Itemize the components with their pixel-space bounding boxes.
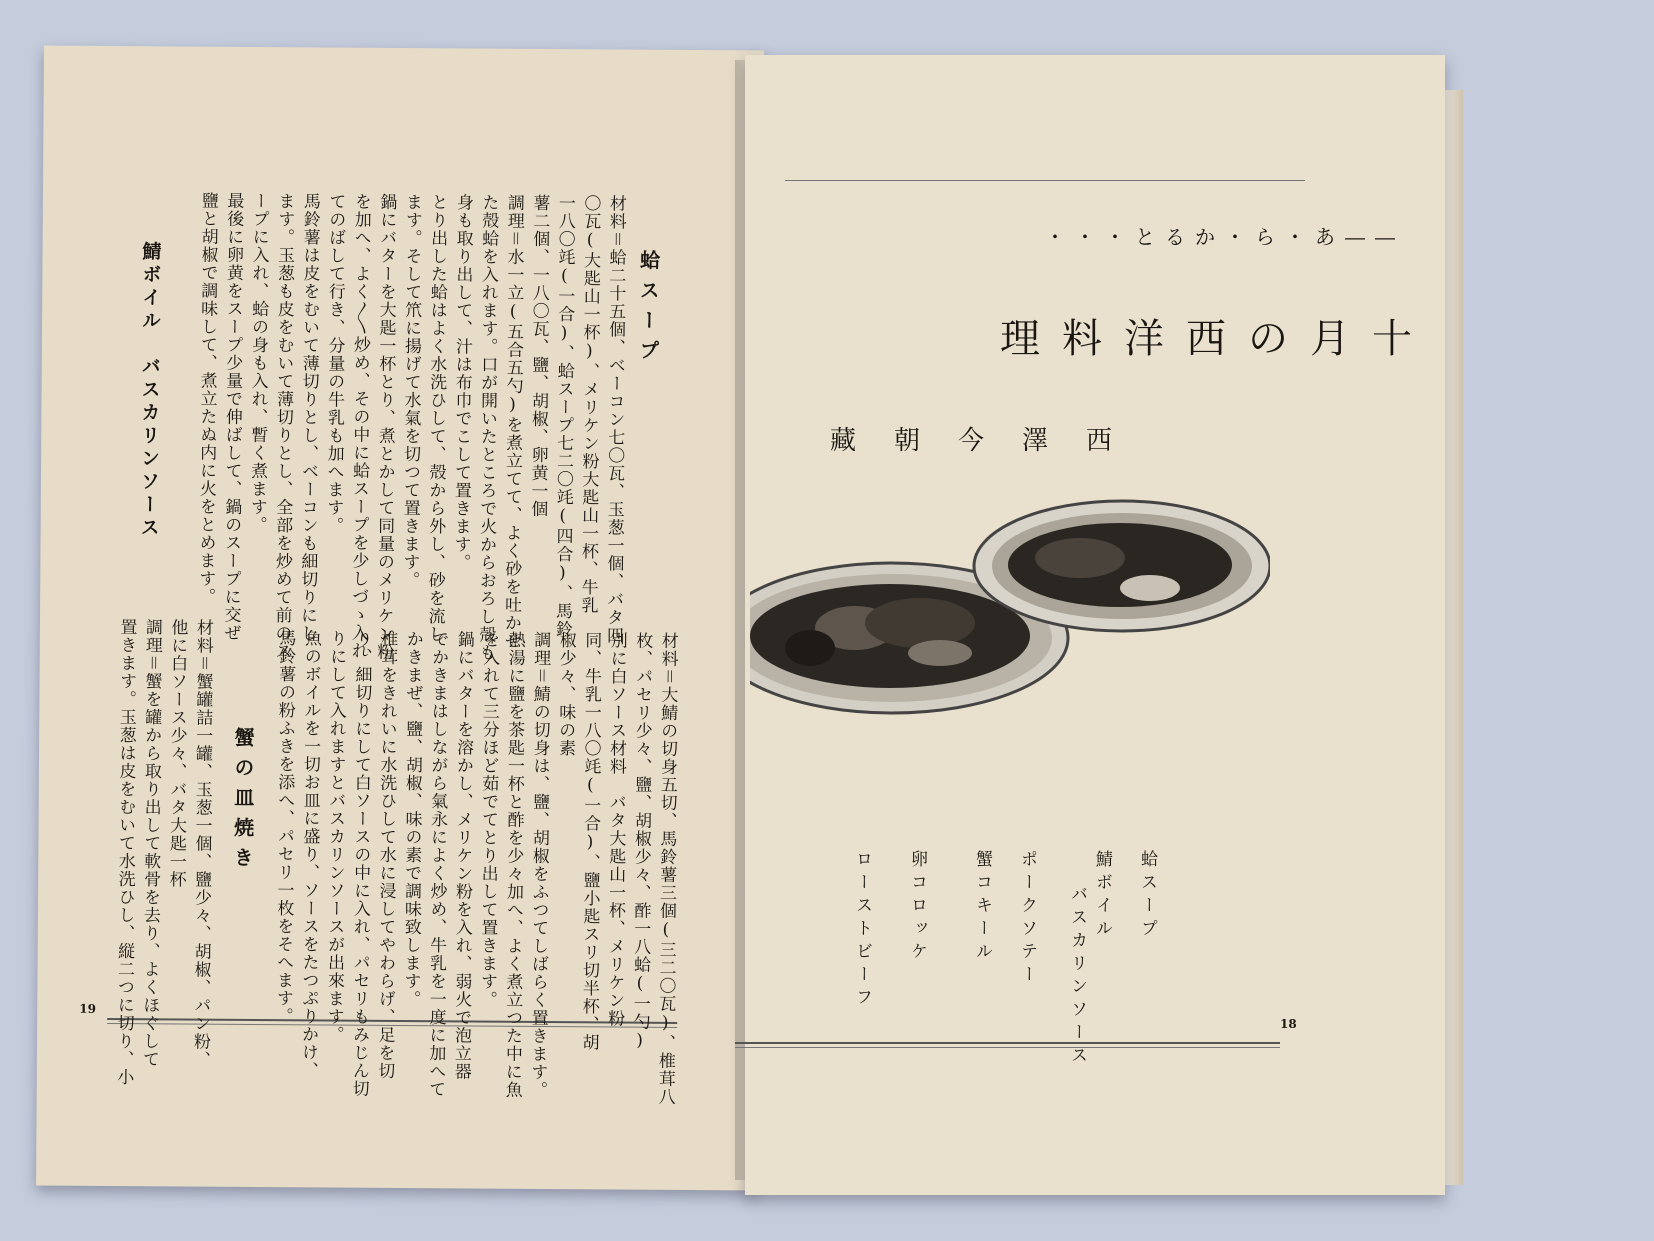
left-page [36, 46, 764, 1191]
recipe-column: 〇瓦(大匙山一杯)、メリケン粉大匙山一杯、牛乳 [577, 194, 601, 615]
recipe-column: 最後に卵黄をスープ少量で伸ばして、鍋のスープに交ぜ [220, 191, 244, 642]
recipe-column: ます。そして笊に揚げて水氣を切つて置きます。 [399, 193, 422, 590]
recipe-column: ープに入れ、蛤の身も入れ、暫く煮ます。 [246, 191, 269, 535]
recipe-column: でかきまはしながら氣永によく炒め、牛乳を一度に加へて [425, 630, 449, 1099]
recipe-column: 同、牛乳一八〇竓(一合)、鹽小匙スリ切半杯、胡 [578, 631, 602, 1052]
mackerel-heading: 鯖ボイル バスカリンソース [137, 241, 162, 541]
crab-recipe [44, 46, 764, 51]
menu-item: 卵コロッケ [907, 850, 927, 965]
recipe-column: とり出した蛤はよく水洗ひして、殻から外し、砂を流し [424, 193, 448, 644]
recipe-column: 身も取り出して、汁は布巾でこして置きます。 [450, 193, 473, 572]
recipe-column: 材料＝蛤二十五個、ベーコン七〇瓦、玉葱一個、バタ四 [602, 194, 626, 645]
recipe-column: 馬鈴薯の粉ふきを添へ、パセリ一枚をそへます。 [272, 629, 296, 1026]
recipe-column: 置きます。玉葱は皮をむいて水洗ひし、縦二つに切り、小 [113, 618, 137, 1087]
recipe-column: ます。玉葱も皮をむいて薄切りとし、全部を炒めて前のス [271, 192, 295, 661]
page-number-left: 19 [79, 1001, 97, 1016]
dish-photo [750, 498, 1270, 728]
recipe-column: り、細切りにして白ソースの中に入れ、パセリもみじん切 [348, 629, 372, 1098]
header-rule [785, 180, 1305, 181]
recipe-column: 魚のボイルを一切お皿に盛り、ソースをたつぷりかけ、 [297, 629, 321, 1080]
recipe-column: 調理＝鯖の切身は、鹽、胡椒をふつてしばらく置きます。 [527, 630, 551, 1100]
recipe-column: 椒少々、味の素 [555, 631, 576, 758]
recipe-column: 熱湯に鹽を茶匙一杯と酢を少々加へ、よく煮立つた中に魚 [501, 630, 525, 1099]
recipe-column: 材料＝蟹罐詰一罐、玉葱一個、鹽少々、胡椒、パン粉、 [189, 618, 213, 1069]
recipe-column: 枚、パセリ少々、鹽、胡椒少々、酢一八蛤(一勺) [629, 631, 653, 1052]
menu-item: バスカリンソース [1067, 885, 1087, 1069]
clam-soup-recipe [44, 46, 764, 51]
recipe-column: りにして入れますとバスカリンソースが出來ます。 [323, 629, 347, 1044]
recipe-column: 鍋にバターを大匙一杯とり、煮とかして同量のメリケン粉 [373, 192, 397, 661]
recipe-column: 鹽と胡椒で調味して、煮立たぬ内に火をとめます。 [195, 191, 218, 606]
footer-rule-right-thin [735, 1047, 1280, 1048]
menu-item: 鯖ボイル [1092, 850, 1112, 942]
recipe-column: 鍋にバターを溶かし、メリケン粉を入れ、弱火で泡立器 [450, 630, 474, 1081]
page-number-right: 18 [1280, 1017, 1297, 1031]
recipe-column: 調理＝水一立(五合五勺)を煮立てて、よく砂を吐かせ [500, 193, 524, 650]
recipe-column: を入れて三分ほど茹でてとり出して置きます。 [476, 630, 500, 1009]
recipe-column: 別に白ソース材料 バタ大匙山一杯、メリケン粉 [604, 631, 627, 1028]
right-page [745, 55, 1445, 1195]
recipe-column: かきまぜ、鹽、胡椒、味の素で調味致します。 [400, 630, 423, 1009]
footer-rule-right [735, 1042, 1280, 1044]
recipe-column: 椎茸をきれいに水洗ひして水に浸してやわらげ、足を切 [374, 629, 398, 1080]
recipe-column: を加へ、よく〳〵炒め、その中に蛤スープを少しづゝ入れ [347, 192, 371, 660]
recipe-column: てのばして行き、分量の牛乳も加へます。 [323, 192, 346, 535]
menu-item: ポークソテー [1017, 850, 1037, 988]
menu-item: 蟹コキール [972, 850, 992, 965]
series-label: ・・・とるか・ら・あ―― [1045, 225, 1405, 249]
recipe-column: 調理＝蟹を罐から取り出して軟骨を去り、よくほぐして [138, 618, 162, 1069]
menu-item: 蛤スープ [1137, 850, 1157, 942]
author-name: 藏朝今澤西 [830, 426, 1151, 456]
recipe-column: 他に白ソース少々、バタ大匙一杯 [165, 618, 188, 889]
crab-heading: 蟹の皿焼き [230, 726, 256, 877]
clam-soup-heading: 蛤スープ [635, 249, 661, 370]
recipe-column: 薯二個、一八〇瓦、鹽、胡椒、卵黄一個 [527, 193, 550, 519]
article-title: 理料洋西の月十 [1000, 316, 1434, 362]
recipe-column: 一八〇竓(一合)、蛤スープ七二〇竓(四合)、馬鈴 [551, 194, 575, 639]
recipe-column: た殻蛤を入れます。口が開いたところで火からおろし殻も [475, 193, 499, 662]
recipe-column: 馬鈴薯は皮をむいて薄切りとし、ベーコンも細切りにし [296, 192, 320, 643]
menu-item: ローストビーフ [852, 850, 872, 1011]
mackerel-recipe [44, 46, 764, 51]
recipe-column: 材料＝大鯖の切身五切、馬鈴薯三個(三二〇瓦)、椎茸八 [654, 631, 678, 1106]
